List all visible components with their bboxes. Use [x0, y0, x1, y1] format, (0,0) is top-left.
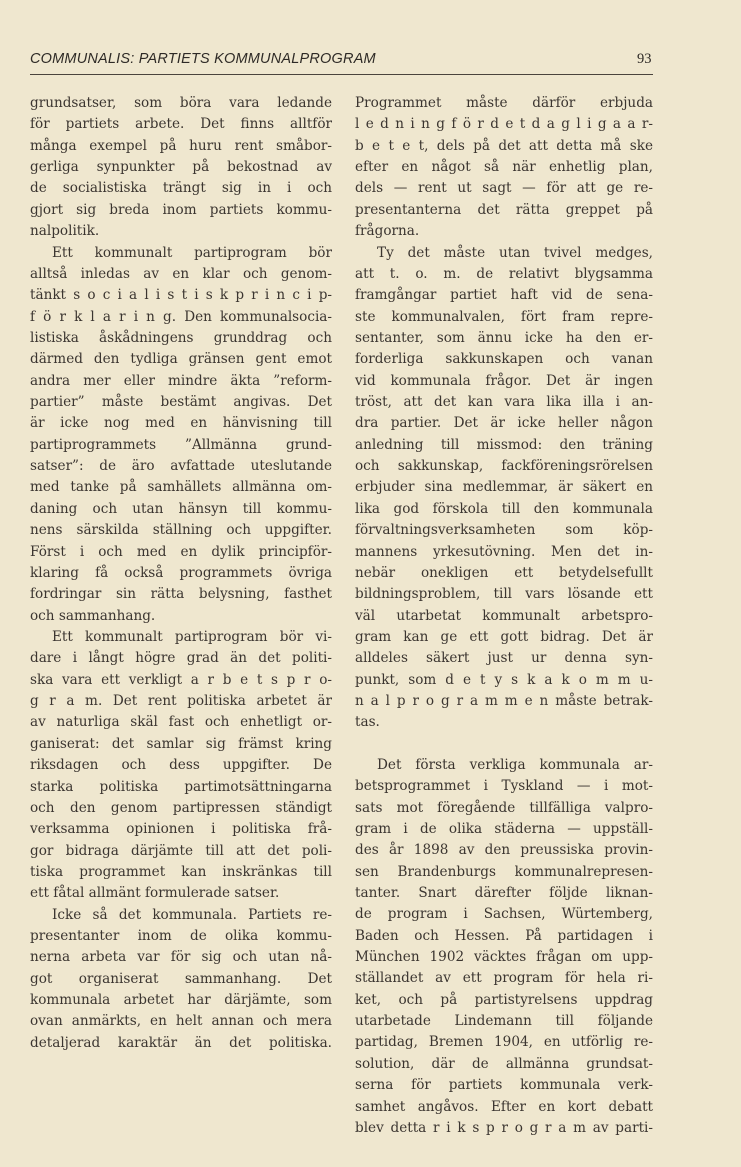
- text-line: Det första verkliga kommunala ar-: [377, 756, 653, 773]
- running-header: [30, 50, 653, 75]
- text-line: betsprogrammet i Tyskland — i mot-: [355, 778, 653, 795]
- paragraph: [30, 905, 332, 1055]
- text-line: och sammanhang.: [30, 607, 156, 624]
- text-line: Baden och Hessen. På partidagen i: [355, 927, 653, 944]
- text-line: München 1902 väcktes frågan om upp-: [355, 949, 653, 966]
- text-line: Ett kommunalt partiprogram bör vi-: [52, 628, 332, 645]
- text-line: gor bidraga därjämte till att det poli-: [30, 842, 332, 859]
- text-line: vid kommunala frågor. Det är ingen: [355, 372, 653, 389]
- text-line: bildningsproblem, till vars lösande ett: [355, 586, 653, 603]
- text-line: nebär onekligen ett betydelsefullt: [355, 564, 653, 581]
- text-line: nalpolitik.: [30, 223, 100, 240]
- text-line: att t. o. m. de relativt blygsamma: [355, 265, 653, 282]
- right-column: [355, 93, 653, 1139]
- text-line: detaljerad karaktär än det politiska.: [30, 1034, 332, 1051]
- text-line: Ett kommunalt partiprogram bör: [52, 244, 332, 261]
- text-line: verksamma opinionen i politiska frå-: [30, 821, 332, 838]
- paragraph-gap: [355, 734, 653, 755]
- text-line: sentanter, som ännu icke ha den er-: [355, 329, 653, 346]
- text-line: tänkt s o c i a l i s t i s k p r i n c i p-: [30, 287, 332, 304]
- text-line: med tanke på samhällets allmänna om-: [30, 479, 332, 496]
- text-line: nens särskilda ställning och uppgifter.: [30, 522, 332, 539]
- text-line: Först i och med en dylik principför-: [30, 543, 332, 560]
- text-line: sats mot föregående tillfälliga valpro-: [355, 799, 653, 816]
- text-line: grundsatser, som böra vara ledande: [30, 95, 332, 111]
- text-line: l e d n i n g f ö r d e t d a g l i g a a r-: [355, 116, 653, 133]
- text-line: efter en något så när enhetlig plan,: [355, 159, 653, 176]
- text-line: framgångar partiet haft vid de sena-: [355, 287, 653, 304]
- text-line: av naturliga skäl fast och enhetligt or-: [30, 714, 332, 731]
- text-line: och sakkunskap, fackföreningsrörelsen: [355, 458, 653, 475]
- text-line: de program i Sachsen, Würtemberg,: [355, 906, 653, 923]
- text-line: starka politiska partimotsättningarna: [30, 778, 332, 795]
- text-line: mannens yrkesutövning. Men det in-: [355, 543, 653, 560]
- text-line: daning och utan hänsyn till kommu-: [30, 500, 332, 517]
- text-line: g r a m. Det rent politiska arbetet är: [30, 693, 332, 710]
- text-line: Ty det måste utan tvivel medges,: [377, 244, 653, 261]
- text-line: andra mer eller mindre äkta ”reform-: [30, 372, 332, 389]
- text-line: partiprogrammets ”Allmänna grund-: [30, 436, 332, 453]
- text-line: väl utarbetat kommunalt arbetspro-: [355, 607, 653, 624]
- text-line: forderliga sakkunskapen och vanan: [355, 351, 653, 368]
- text-line: de socialistiska trängt sig in i och: [30, 180, 332, 197]
- text-line: gerliga synpunkter på bekostnad av: [30, 159, 332, 176]
- text-line: förvaltningsverksamheten som köp-: [355, 522, 653, 539]
- text-line: gram i de olika städerna — uppställ-: [355, 820, 653, 837]
- text-line: kommunala arbetet har därjämte, som: [30, 992, 332, 1009]
- paragraph: [355, 243, 653, 734]
- text-line: ket, och på partistyrelsens uppdrag: [355, 991, 653, 1008]
- text-line: punkt, som d e t y s k a k o m m u-: [355, 671, 653, 688]
- text-line: partidag, Bremen 1904, en utförlig re-: [355, 1034, 653, 1051]
- text-line: ovan anmärkts, en helt annan och mera: [30, 1013, 332, 1030]
- text-line: ska vara ett verkligt a r b e t s p r o-: [30, 671, 332, 688]
- text-line: gjort sig breda inom partiets kommu-: [30, 201, 332, 218]
- text-line: fordringar sin rätta belysning, fasthet: [30, 586, 332, 603]
- page-number: 93: [637, 51, 652, 67]
- left-column: [30, 93, 332, 1054]
- text-line: riksdagen och dess uppgifter. De: [30, 757, 332, 774]
- text-line: klaring få också programmets övriga: [30, 564, 332, 581]
- text-line: och den genom partipressen ständigt: [30, 799, 332, 816]
- paragraph: [30, 627, 332, 905]
- text-line: utarbetade Lindemann till följande: [355, 1013, 653, 1030]
- text-line: alltså inledas av en klar och genom-: [30, 265, 332, 282]
- text-line: presentanter inom de olika kommu-: [30, 928, 332, 945]
- text-line: Programmet måste därför erbjuda: [355, 95, 653, 111]
- text-line: nerna arbeta var för sig och utan nå-: [30, 949, 332, 966]
- text-line: frågorna.: [355, 223, 420, 240]
- text-line: många exempel på huru rent småbor-: [30, 137, 332, 154]
- text-line: tiska programmet kan inskränkas till: [30, 863, 332, 880]
- text-line: därmed den tydliga gränsen gent emot: [30, 351, 332, 368]
- text-line: presentanterna det rätta greppet på: [355, 201, 653, 218]
- text-line: tröst, att det kan vara lika illa i an-: [355, 394, 653, 411]
- paragraph: [30, 93, 332, 243]
- text-line: anledning till missmod: den träning: [355, 436, 653, 453]
- text-line: ste kommunalvalen, fört fram repre-: [355, 308, 653, 325]
- text-line: serna för partiets kommunala verk-: [355, 1077, 653, 1094]
- text-line: lika god förskola till den kommunala: [355, 500, 653, 517]
- text-line: satser”: de äro avfattade uteslutande: [30, 458, 332, 475]
- text-line: tas.: [355, 714, 380, 731]
- text-line: dra partier. Det är icke heller någon: [355, 415, 653, 432]
- paragraph: [30, 243, 332, 627]
- text-line: ganiserat: det samlar sig främst kring: [30, 735, 332, 752]
- text-line: är icke nog med en hänvisning till: [30, 415, 332, 432]
- text-line: n a l p r o g r a m m e n måste betrak-: [355, 693, 653, 710]
- text-line: sen Brandenburgs kommunalrepresen-: [355, 863, 653, 880]
- running-title: COMMUNALIS: PARTIETS KOMMUNALPROGRAM: [30, 51, 376, 67]
- text-line: f ö r k l a r i n g. Den kommunalsocia-: [30, 308, 332, 325]
- text-line: dels — rent ut sagt — för att ge re-: [355, 180, 653, 197]
- text-line: solution, där de allmänna grundsat-: [355, 1055, 653, 1072]
- text-line: tanter. Snart därefter följde liknan-: [355, 884, 653, 901]
- text-line: gram kan ge ett gott bidrag. Det är: [355, 628, 653, 645]
- text-line: listiska åskådningens grunddrag och: [30, 329, 332, 346]
- paragraph: [355, 93, 653, 243]
- text-line: partier” måste bestämt angivas. Det: [30, 394, 332, 411]
- text-line: dare i långt högre grad än det politi-: [30, 650, 332, 667]
- text-line: erbjuder sina medlemmar, är säkert en: [355, 479, 653, 496]
- text-line: samhet angåvos. Efter en kort debatt: [355, 1098, 653, 1115]
- text-line: ställandet av ett program för hela ri-: [355, 970, 653, 987]
- paragraph: [355, 755, 653, 1139]
- text-line: ett fåtal allmänt formulerade satser.: [30, 885, 280, 902]
- text-line: blev detta r i k s p r o g r a m av parti-: [355, 1119, 653, 1136]
- text-line: b e t e t, dels på det att detta må ske: [355, 137, 653, 154]
- text-line: Icke så det kommunala. Partiets re-: [52, 906, 332, 923]
- text-line: des år 1898 av den preussiska provin-: [355, 842, 653, 859]
- text-line: got organiserat sammanhang. Det: [30, 970, 332, 987]
- text-line: för partiets arbete. Det finns alltför: [30, 116, 332, 133]
- text-line: alldeles säkert just ur denna syn-: [355, 650, 653, 667]
